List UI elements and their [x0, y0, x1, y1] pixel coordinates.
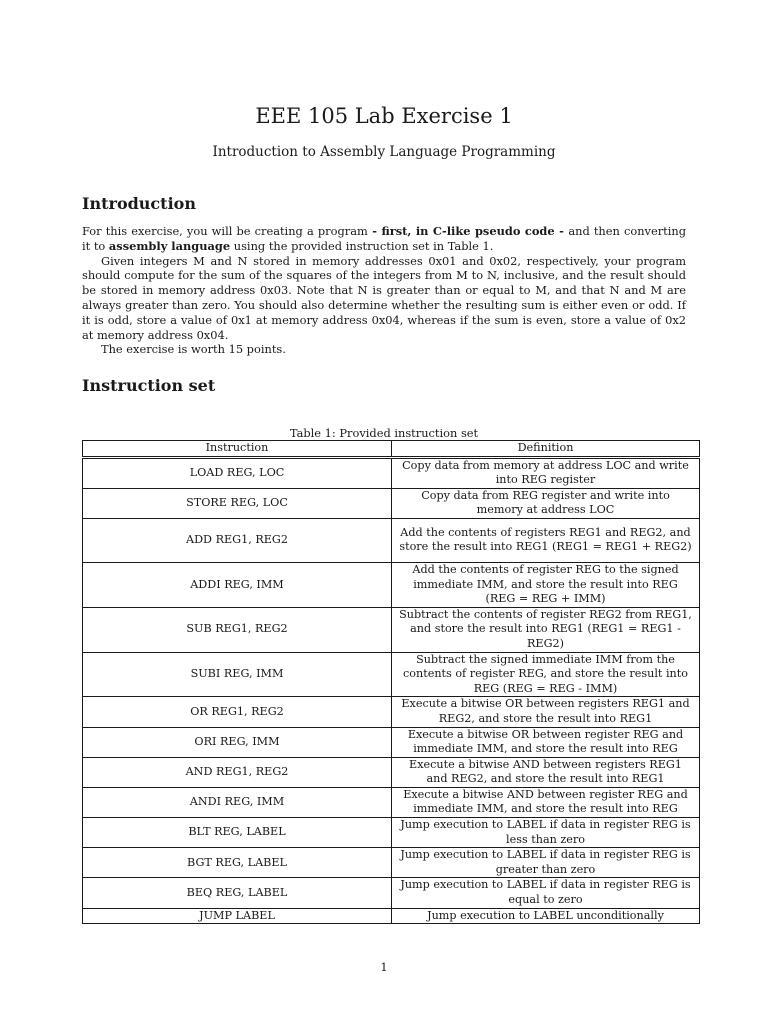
table-row [83, 652, 700, 697]
definition-cell: Subtract the contents of register REG2 from REG1, and store the result into REG1 (REG1 = REG1 - REG2) [392, 607, 700, 652]
table-row [83, 757, 700, 787]
definition-cell: Add the contents of register REG to the signed immediate IMM, and store the result into REG (REG = REG + IMM) [392, 562, 700, 607]
column-header-definition: Definition [392, 441, 700, 458]
table-row [83, 727, 700, 757]
instruction-cell: STORE REG, LOC [83, 488, 392, 518]
intro-p1-text-e: using the provided instruction set in Table 1. [233, 238, 494, 253]
instruction-cell: ORI REG, IMM [83, 727, 392, 757]
instruction-cell: ADDI REG, IMM [83, 562, 392, 607]
definition-cell: Jump execution to LABEL unconditionally [392, 908, 700, 924]
column-header-instruction: Instruction [83, 441, 392, 458]
intro-paragraph-3: The exercise is worth 15 points. [101, 342, 286, 357]
definition-cell: Execute a bitwise OR between registers REG1 and REG2, and store the result into REG1 [392, 697, 700, 727]
instruction-cell: LOAD REG, LOC [83, 457, 392, 488]
instruction-table [82, 440, 700, 924]
table-row [83, 607, 700, 652]
intro-p1-text-a: For this exercise, you will be creating a program [82, 224, 368, 238]
definition-cell: Execute a bitwise OR between register REG and immediate IMM, and store the result into REG [392, 727, 700, 757]
definition-cell: Copy data from memory at address LOC and write into REG register [392, 457, 700, 488]
instruction-cell: OR REG1, REG2 [83, 697, 392, 727]
definition-cell: Add the contents of registers REG1 and REG2, and store the result into REG1 (REG1 = REG1 + REG2) [392, 518, 700, 562]
page-number: 1 [380, 960, 388, 974]
document-title: EEE 105 Lab Exercise 1 [255, 104, 513, 128]
introduction-body [82, 224, 686, 357]
table-row [83, 848, 700, 878]
table-row [83, 697, 700, 727]
definition-cell: Jump execution to LABEL if data in register REG is equal to zero [392, 878, 700, 908]
table-row [83, 518, 700, 562]
instruction-cell: SUB REG1, REG2 [83, 607, 392, 652]
instruction-cell: ANDI REG, IMM [83, 787, 392, 817]
instruction-cell: BGT REG, LABEL [83, 848, 392, 878]
definition-cell: Copy data from REG register and write into memory at address LOC [392, 488, 700, 518]
intro-paragraph-1 [82, 224, 686, 254]
document-subtitle: Introduction to Assembly Language Programming [212, 144, 556, 160]
definition-cell: Execute a bitwise AND between register REG and immediate IMM, and store the result into REG [392, 787, 700, 817]
introduction-heading: Introduction [82, 194, 196, 213]
instruction-cell: SUBI REG, IMM [83, 652, 392, 697]
instruction-cell: AND REG1, REG2 [83, 757, 392, 787]
table-header-row [83, 441, 700, 458]
table-row [83, 818, 700, 848]
instruction-cell: JUMP LABEL [83, 908, 392, 924]
instruction-cell: BEQ REG, LABEL [83, 878, 392, 908]
instruction-cell: BLT REG, LABEL [83, 818, 392, 848]
definition-cell: Jump execution to LABEL if data in register REG is greater than zero [392, 848, 700, 878]
table-row [83, 878, 700, 908]
table-caption: Table 1: Provided instruction set [289, 426, 479, 440]
definition-cell: Subtract the signed immediate IMM from the contents of register REG, and store the result into REG (REG = REG - IMM) [392, 652, 700, 697]
intro-p1-emphasis-assembly: assembly language [108, 238, 231, 253]
table-row [83, 488, 700, 518]
instruction-set-heading: Instruction set [82, 376, 216, 395]
instruction-cell: ADD REG1, REG2 [83, 518, 392, 562]
table-row [83, 787, 700, 817]
table-row [83, 908, 700, 924]
intro-paragraph-2: Given integers M and N stored in memory addresses 0x01 and 0x02, respectively, your program should compute for the sum of the squares of the integers from M to N, inclusive, and the result should be stored in memory address 0x03. Note that N is greater than or equal to M, and that N and M are always greater than zero. You should also determine whether the resulting sum is either even or odd. If it is odd, store a value of 0x1 at memory address 0x04, whereas if the sum is even, store a value of 0x2 at memory address 0x04. [82, 253, 686, 342]
table-row [83, 457, 700, 488]
definition-cell: Execute a bitwise AND between registers REG1 and REG2, and store the result into REG1 [392, 757, 700, 787]
intro-p1-text-c: and then converting it to [82, 224, 687, 253]
table-row [83, 562, 700, 607]
definition-cell: Jump execution to LABEL if data in register REG is less than zero [392, 818, 700, 848]
intro-p1-emphasis-pseudocode: - first, in C-like pseudo code - [367, 224, 569, 238]
